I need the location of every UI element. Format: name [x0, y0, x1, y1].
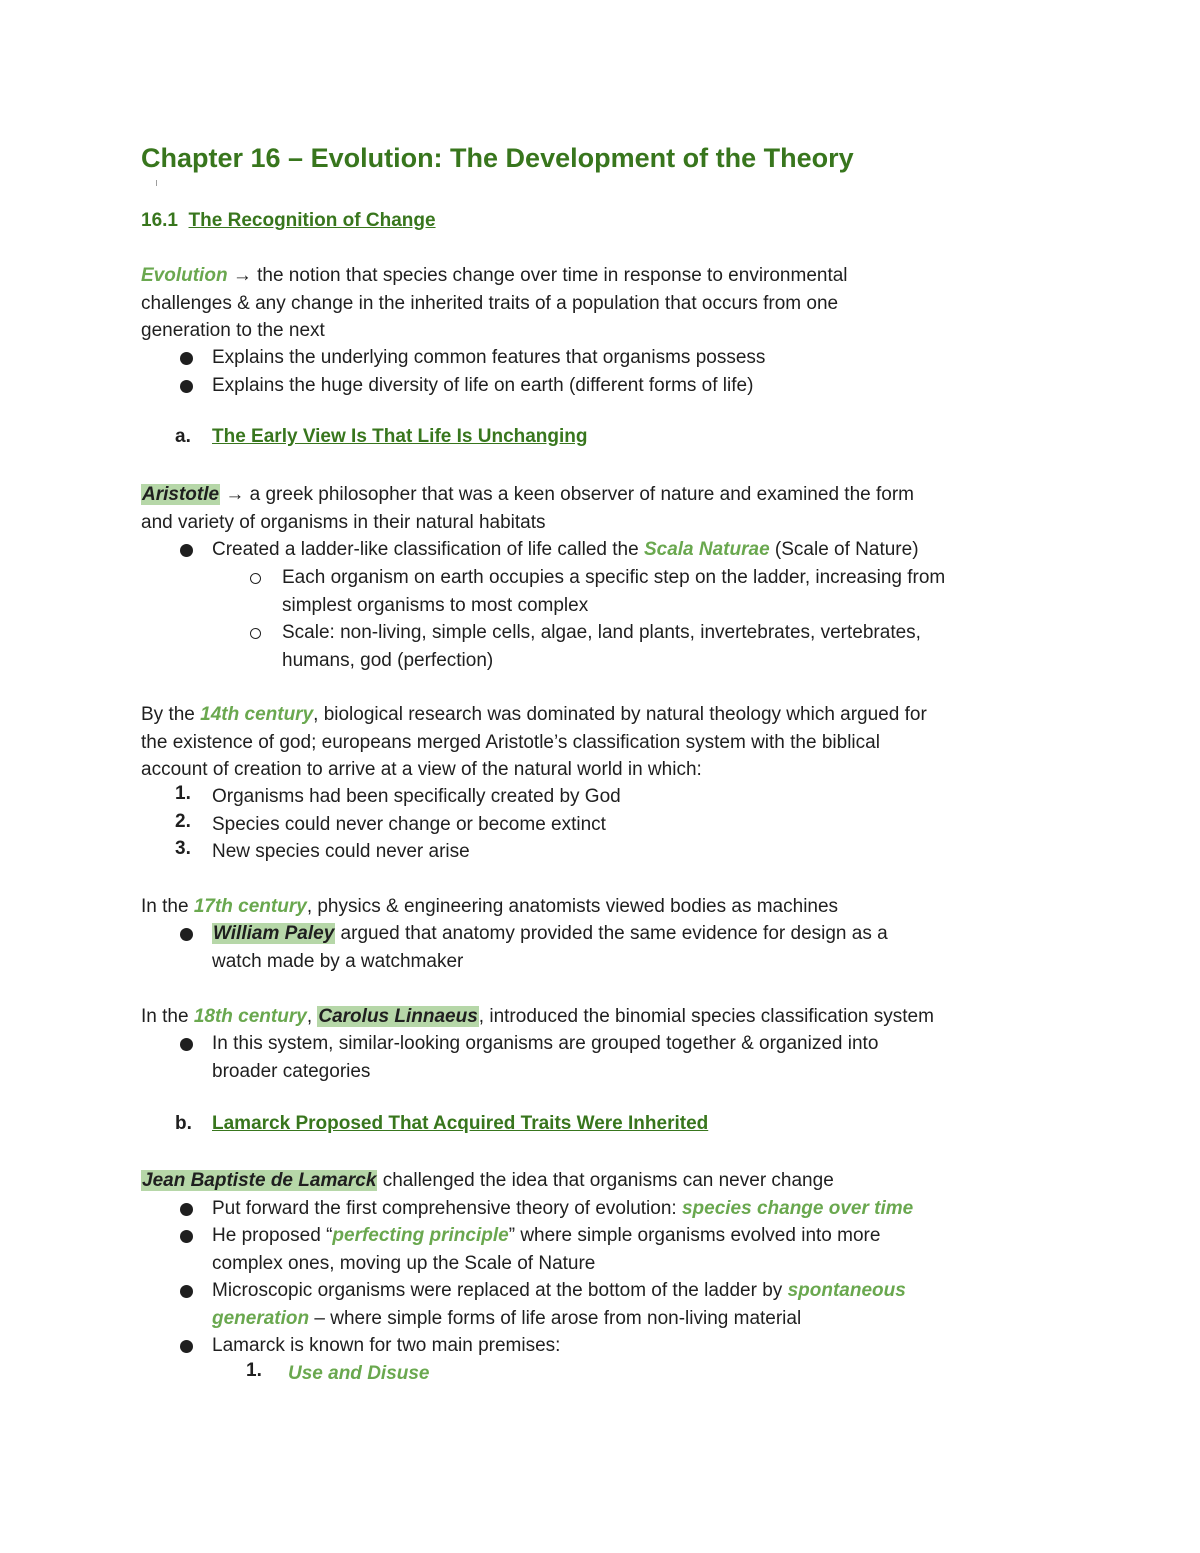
- subheading-b: Lamarck Proposed That Acquired Traits Were Inherited: [212, 1113, 709, 1134]
- generation-term: generation: [212, 1307, 310, 1329]
- bullet-icon: [180, 928, 193, 941]
- numbered-item: Organisms had been specifically created by God: [212, 786, 621, 807]
- century-18-paragraph: [141, 1003, 1071, 1031]
- evolution-def-line2: challenges & any change in the inherited traits of a population that occurs from one: [141, 292, 839, 314]
- section-title: The Recognition of Change: [188, 210, 436, 231]
- sub-list-item: [282, 619, 1072, 674]
- text: challenged the idea that organisms can never change: [377, 1170, 834, 1191]
- list-item: [212, 920, 1072, 975]
- text: ” where simple organisms evolved into more: [508, 1225, 881, 1246]
- list-number: 1.: [175, 783, 191, 804]
- list-item: Explains the huge diversity of life on earth (different forms of life): [212, 375, 754, 396]
- text: broader categories: [212, 1060, 371, 1082]
- text: argued that anatomy provided the same evidence for design as a: [335, 923, 888, 944]
- use-and-disuse-term: Use and Disuse: [288, 1363, 430, 1384]
- perfecting-principle-term: perfecting principle: [332, 1225, 509, 1246]
- scala-post: (Scale of Nature): [769, 539, 919, 560]
- numbered-item: New species could never arise: [212, 841, 470, 862]
- evolution-def-line3: generation to the next: [141, 320, 325, 341]
- list-item: [212, 1030, 1072, 1085]
- list-item: [212, 1277, 1072, 1332]
- text: watch made by a watchmaker: [212, 950, 464, 972]
- text: – where simple forms of life arose from non-living material: [309, 1307, 802, 1329]
- aristotle-term: Aristotle: [142, 484, 220, 505]
- bullet-icon: [180, 1038, 193, 1051]
- text: , introduced the binomial species classification system: [478, 1006, 934, 1027]
- aristotle-definition: [141, 481, 1071, 536]
- text: He proposed “: [212, 1225, 333, 1246]
- text: In the: [141, 1006, 194, 1027]
- list-number: 1.: [246, 1360, 262, 1381]
- century-17-paragraph: [141, 893, 1071, 921]
- aristotle-def-line2: and variety of organisms in their natural habitats: [141, 511, 546, 533]
- bullet-icon: [180, 1230, 193, 1243]
- century-14-term: 14th century: [200, 704, 314, 725]
- bullet-icon: [180, 1340, 193, 1353]
- bullet-icon: [180, 544, 193, 557]
- text: , physics & engineering anatomists viewed bodies as machines: [306, 896, 839, 917]
- section-heading: [141, 207, 1071, 235]
- text: In this system, similar-looking organisms are grouped together & organized into: [212, 1033, 879, 1054]
- text: complex ones, moving up the Scale of Nature: [212, 1252, 596, 1274]
- cursor-mark: [156, 180, 157, 186]
- text: , biological research was dominated by natural theology which argued for: [313, 704, 927, 725]
- lamarck-paragraph: [141, 1167, 1071, 1195]
- sub-bullet-icon: [250, 573, 261, 584]
- sub-list-item: [282, 564, 1072, 619]
- sub-line: Each organism on earth occupies a specific step on the ladder, increasing from: [282, 567, 946, 588]
- bullet-icon: [180, 352, 193, 365]
- sub-line: humans, god (perfection): [282, 649, 494, 671]
- scala-naturae-term: Scala Naturae: [643, 539, 770, 560]
- list-item: [212, 1195, 1072, 1223]
- sub-line: Scale: non-living, simple cells, algae, land plants, invertebrates, vertebrates,: [282, 622, 921, 643]
- list-item: Explains the underlying common features that organisms possess: [212, 347, 766, 368]
- list-item: [212, 1222, 1072, 1277]
- carolus-linnaeus-term: Carolus Linnaeus: [318, 1006, 478, 1027]
- text: Microscopic organisms were replaced at the bottom of the ladder by: [212, 1280, 788, 1301]
- sub-line: simplest organisms to most complex: [282, 594, 589, 616]
- text: the existence of god; europeans merged Aristotle’s classification system with the biblical: [141, 731, 880, 753]
- list-item: [212, 536, 1072, 564]
- subheading-letter: a.: [175, 426, 191, 447]
- species-change-term: species change over time: [681, 1198, 914, 1219]
- text: By the: [141, 704, 201, 725]
- text: ,: [306, 1006, 318, 1027]
- bullet-icon: [180, 1285, 193, 1298]
- subheading-a: The Early View Is That Life Is Unchanging: [212, 426, 588, 447]
- evolution-def-line1: → the notion that species change over time in response to environmental: [227, 265, 848, 286]
- evolution-definition: [141, 262, 1071, 345]
- aristotle-def-line1: → a greek philosopher that was a keen observer of nature and examined the form: [220, 484, 914, 505]
- subheading-letter: b.: [175, 1113, 192, 1134]
- scala-pre: Created a ladder-like classification of life called the: [212, 539, 644, 560]
- century-14-paragraph: [141, 701, 1071, 784]
- century-17-term: 17th century: [193, 896, 307, 917]
- century-18-term: 18th century: [193, 1006, 307, 1027]
- sub-bullet-icon: [250, 628, 261, 639]
- list-number: 2.: [175, 811, 191, 832]
- text: account of creation to arrive at a view of the natural world in which:: [141, 759, 702, 780]
- bullet-icon: [180, 1203, 193, 1216]
- lamarck-term: Jean Baptiste de Lamarck: [142, 1170, 377, 1191]
- bullet-icon: [180, 380, 193, 393]
- list-item: Lamarck is known for two main premises:: [212, 1335, 561, 1356]
- page-title: Chapter 16 – Evolution: The Development of the Theory: [141, 143, 854, 173]
- william-paley-term: William Paley: [213, 923, 335, 944]
- list-number: 3.: [175, 838, 191, 859]
- evolution-term: Evolution: [141, 265, 228, 286]
- spontaneous-term: spontaneous: [787, 1280, 906, 1301]
- numbered-item: Species could never change or become extinct: [212, 814, 606, 835]
- numbered-item: [288, 1360, 1068, 1388]
- text: Put forward the first comprehensive theory of evolution:: [212, 1198, 682, 1219]
- section-number: 16.1: [141, 210, 178, 231]
- text: In the: [141, 896, 194, 917]
